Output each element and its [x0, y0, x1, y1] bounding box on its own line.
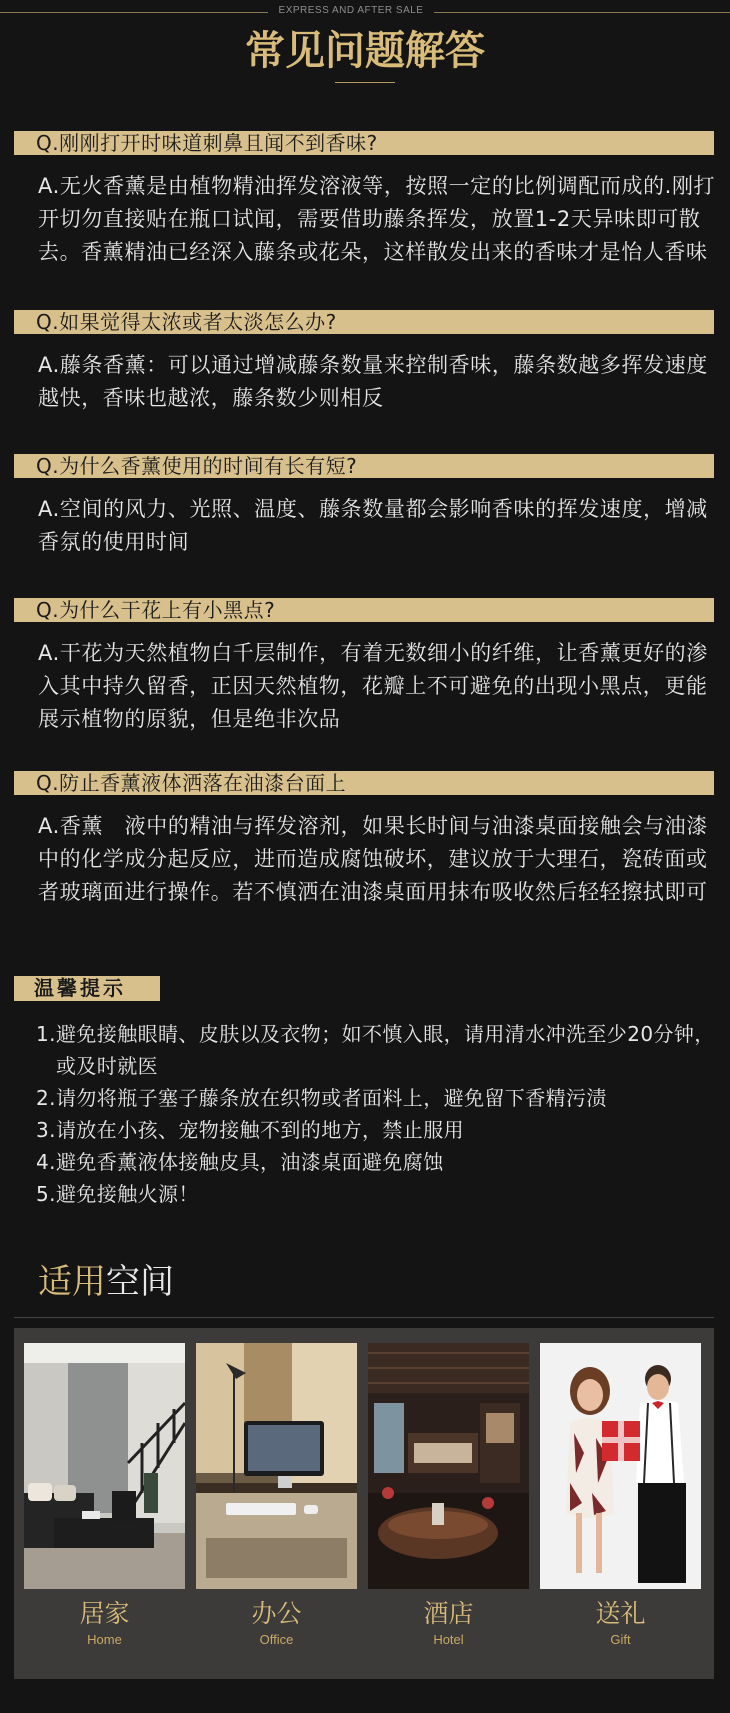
- space-card-home: [24, 1343, 185, 1649]
- space-sub-gift: Gift: [610, 1632, 631, 1647]
- tip-item: [36, 1018, 716, 1082]
- space-sub-office: Office: [259, 1632, 294, 1647]
- spaces-panel: [14, 1328, 714, 1679]
- home-photo: [24, 1343, 185, 1589]
- tip-item: [36, 1082, 716, 1114]
- header-divider-left: [0, 12, 268, 13]
- hotel-photo: [368, 1343, 529, 1589]
- spaces-title-gold: 适用: [38, 1262, 106, 1302]
- tips-list: [36, 1018, 716, 1210]
- faq-answer-5: A.香薰 液中的精油与挥发溶剂，如果长时间与油漆桌面接触会与油漆中的化学成分起反应，进而造成腐蚀破坏，建议放于大理石，瓷砖面或者玻璃面进行操作。若不慎洒在油漆桌面用抹布吸收然后轻轻擦拭即可: [38, 814, 708, 904]
- header-strip: [0, 0, 730, 24]
- office-photo: [196, 1343, 357, 1589]
- gift-photo: [540, 1343, 701, 1589]
- tips-label: 温馨提示: [14, 976, 160, 1001]
- tip-text: 避免接触火源！: [56, 1182, 199, 1206]
- header-tagline: EXPRESS AND AFTER SALE: [278, 5, 424, 16]
- tip-text: 请勿将瓶子塞子藤条放在织物或者面料上，避免留下香精污渍: [56, 1086, 607, 1110]
- faq-answer-3: A.空间的风力、光照、温度、藤条数量都会影响香味的挥发速度，增减香氛的使用时间: [38, 497, 708, 554]
- faq-question-1: Q.刚刚打开时味道刺鼻且闻不到香味?: [14, 131, 714, 155]
- faq-question-2: Q.如果觉得太浓或者太淡怎么办?: [14, 310, 714, 334]
- tip-number: 3.: [36, 1118, 56, 1142]
- tip-item: [36, 1178, 716, 1210]
- space-label-hotel: 酒店: [423, 1599, 474, 1628]
- spaces-title: [38, 1262, 174, 1302]
- page-title: 常见问题解答: [245, 27, 485, 74]
- space-label-office: 办公: [251, 1599, 302, 1628]
- header-divider-right: [434, 12, 730, 13]
- space-sub-home: Home: [87, 1632, 122, 1647]
- spaces-title-white: 空间: [106, 1262, 174, 1302]
- faq-answer-2: A.藤条香薰：可以通过增减藤条数量来控制香味，藤条数越多挥发速度越快，香味也越浓，藤条数少则相反: [38, 353, 708, 410]
- tip-text: 避免接触眼睛、皮肤以及衣物；如不慎入眼，请用清水冲洗至少20分钟，或及时就医: [56, 1022, 715, 1078]
- tip-text: 避免香薰液体接触皮具，油漆桌面避免腐蚀: [56, 1150, 444, 1174]
- tip-number: 1.: [36, 1022, 56, 1046]
- space-card-gift: [540, 1343, 701, 1649]
- faq-question-5: Q.防止香薰液体洒落在油漆台面上: [14, 771, 714, 795]
- tip-item: [36, 1114, 716, 1146]
- space-label-gift: 送礼: [595, 1599, 646, 1628]
- tip-number: 2.: [36, 1086, 56, 1110]
- space-label-home: 居家: [79, 1599, 130, 1628]
- faq-answer-1: A.无火香薰是由植物精油挥发溶液等，按照一定的比例调配而成的.刚打开切勿直接贴在瓶口试闻，需要借助藤条挥发，放置1-2天异味即可散去。香薰精油已经深入藤条或花朵，这样散发出来的香味才是怡人香味: [38, 174, 716, 264]
- title-underline: [335, 82, 395, 83]
- space-card-hotel: [368, 1343, 529, 1649]
- tip-number: 5.: [36, 1182, 56, 1206]
- faq-question-3: Q.为什么香薰使用的时间有长有短?: [14, 454, 714, 478]
- faq-question-4: Q.为什么干花上有小黑点?: [14, 598, 714, 622]
- space-card-office: [196, 1343, 357, 1649]
- space-sub-hotel: Hotel: [433, 1632, 464, 1647]
- spaces-divider: [14, 1317, 714, 1318]
- faq-answer-4: A.干花为天然植物白千层制作，有着无数细小的纤维，让香薰更好的渗入其中持久留香，正因天然植物，花瓣上不可避免的出现小黑点，更能展示植物的原貌，但是绝非次品: [38, 641, 708, 731]
- tip-text: 请放在小孩、宠物接触不到的地方，禁止服用: [56, 1118, 464, 1142]
- tip-number: 4.: [36, 1150, 56, 1174]
- tip-item: [36, 1146, 716, 1178]
